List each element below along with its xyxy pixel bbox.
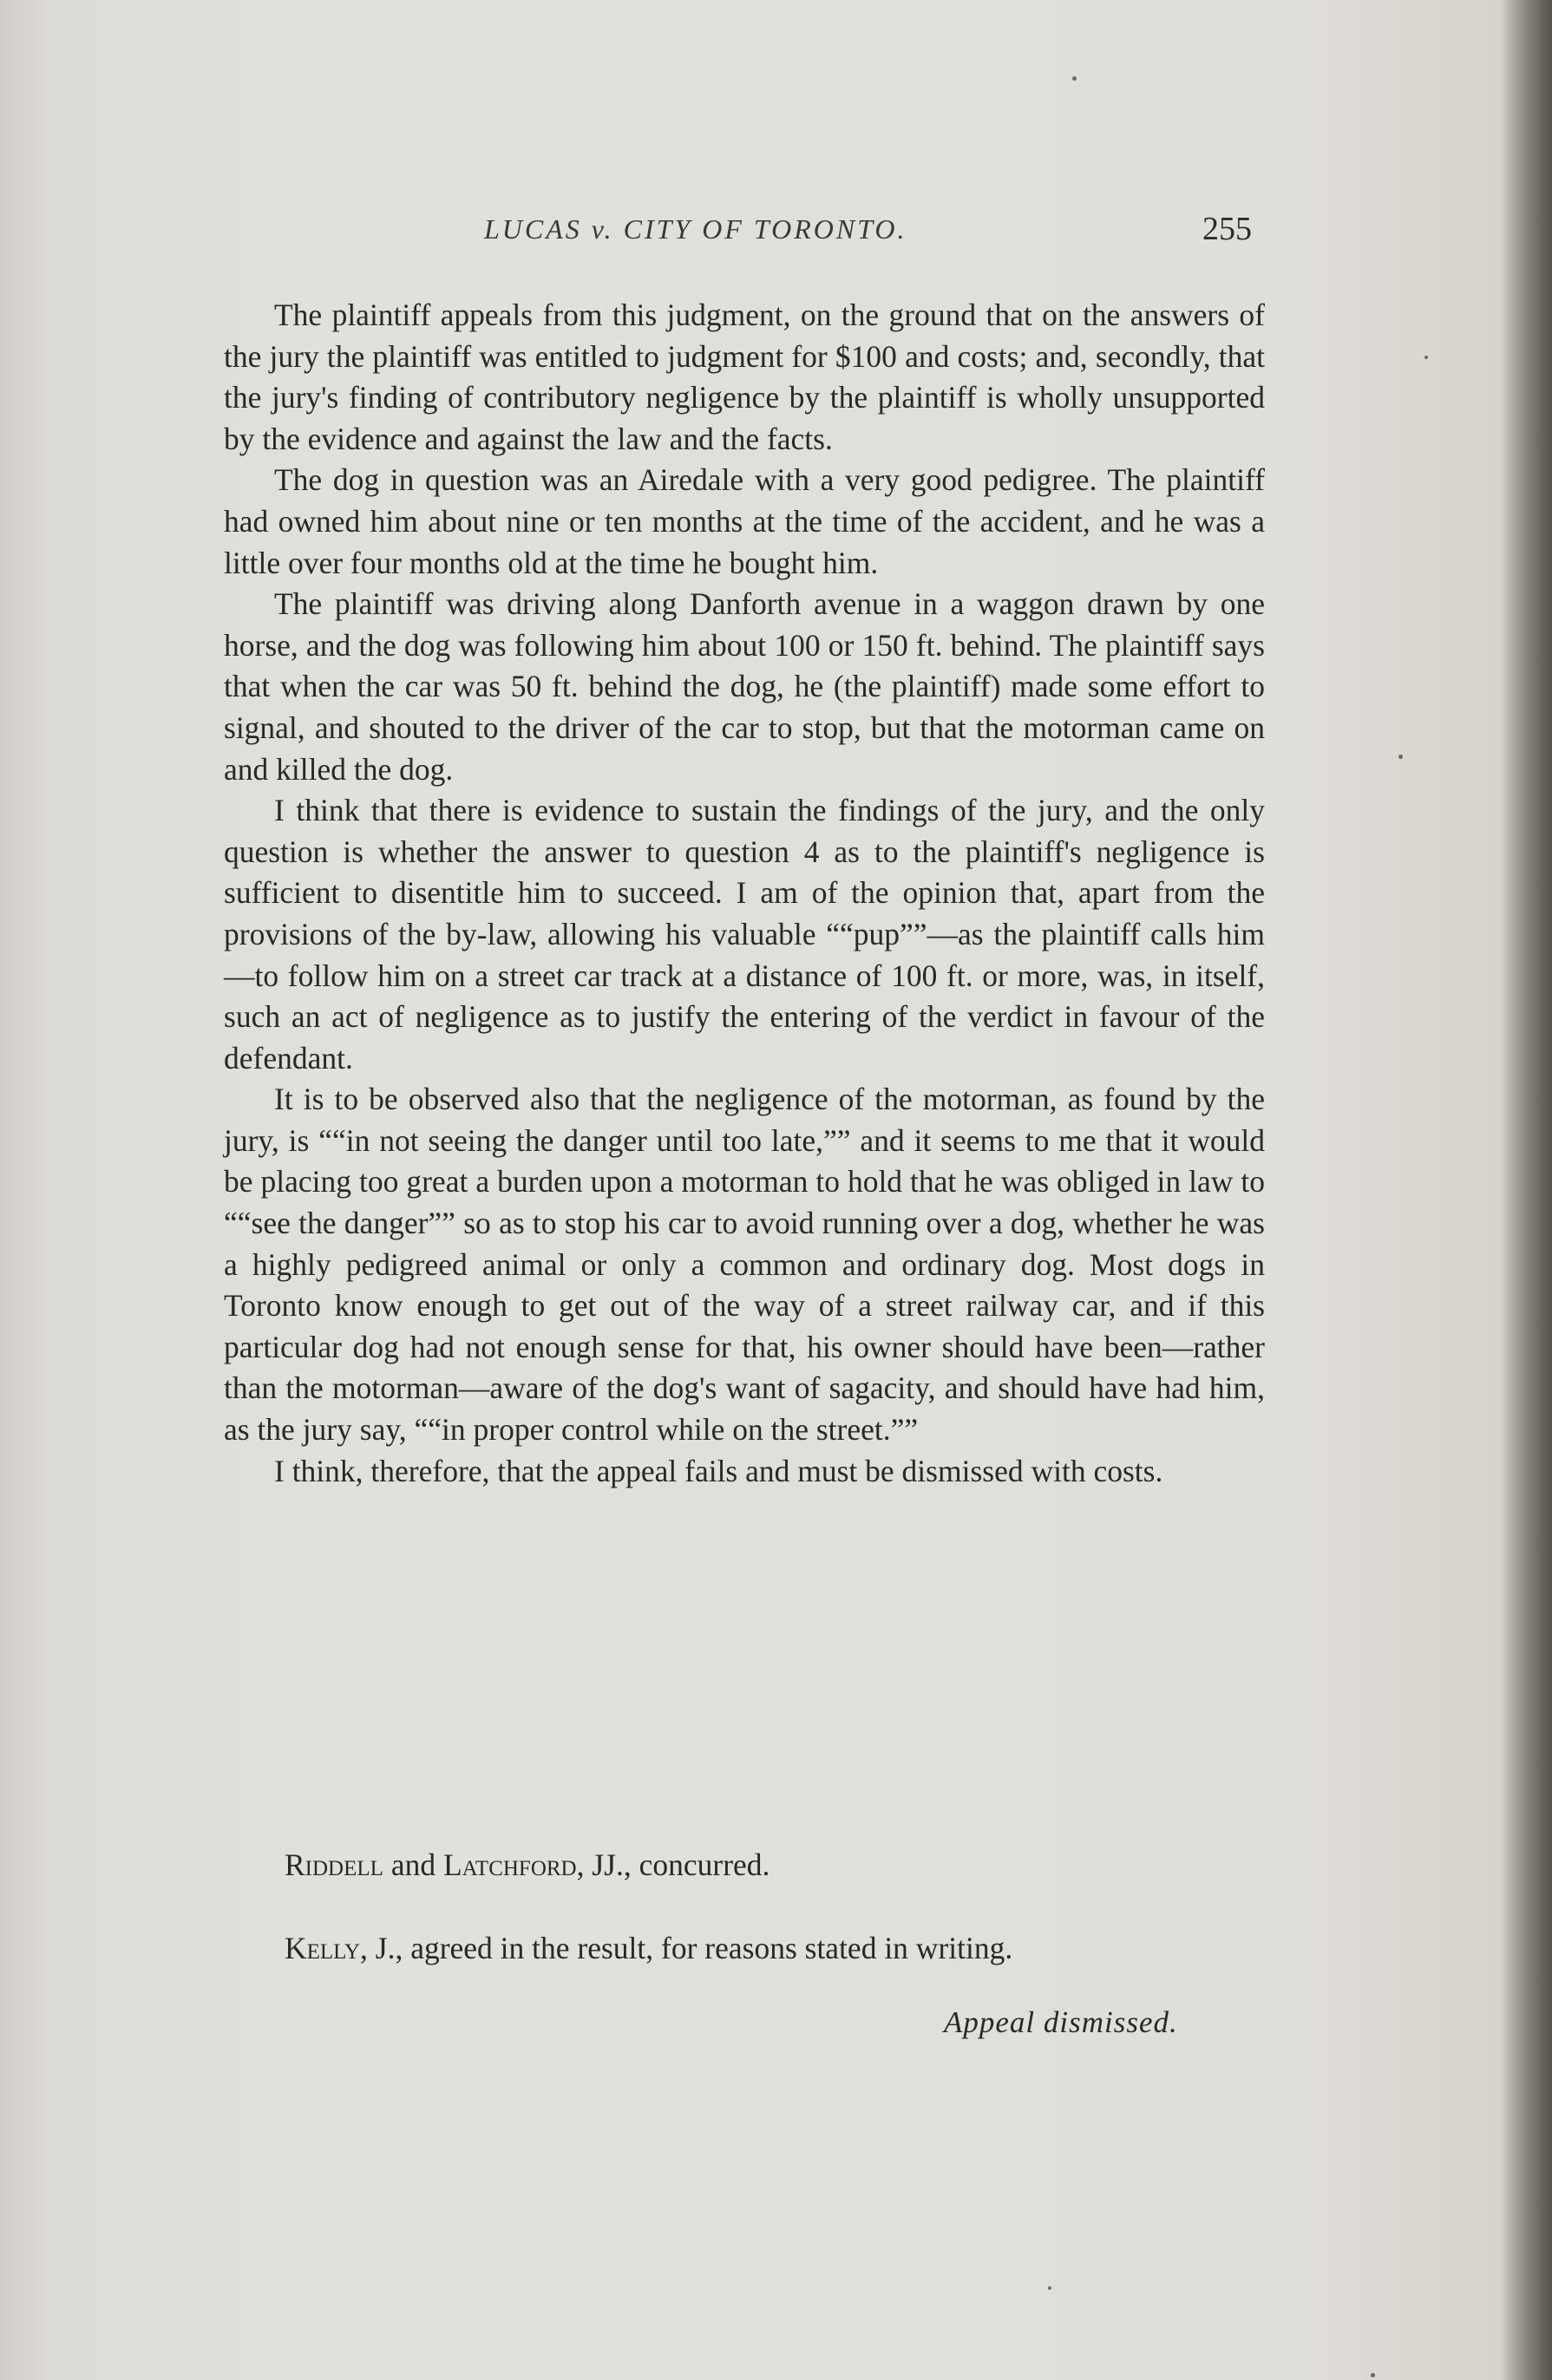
print-speck xyxy=(1398,755,1403,759)
paragraph-conclusion: I think, therefore, that the appeal fails and must be dismissed with costs. xyxy=(274,1453,1163,1488)
page-number: 255 xyxy=(1202,211,1252,247)
book-spine-shadow xyxy=(1500,0,1552,2380)
running-title: LUCAS v. CITY OF TORONTO. xyxy=(484,213,907,245)
paragraph-motorman-negligence: It is to be observed also that the negligence of the motorman, as found by the jury, is ““in not seeing the danger until too late,”” and it seems to me that it would be placing too great a burden upon a motorman to hold that he was obliged in law to ““see the danger”” so as to stop his car to avoid running over a dog, whether he was a highly pedigreed animal or only a common and ordinary dog. Most dogs in Toronto know enough to get out of the way of a street railway car, and if this particular dog had not enough sense for that, his owner should have been—rather than the motorman—aware of the dog's want of sagacity, and should have had him, as the jury say, ““in proper control while on the street.”” xyxy=(224,1082,1265,1448)
paragraph-jury-findings: I think that there is evidence to sustain the findings of the jury, and the only question is whether the answer to question 4 as to the plaintiff's negligence is sufficient to disentitle him to succeed. I am of the opinion that, apart from the provisions of the by-law, allowing his valuable ““pup””—as the plaintiff calls him—to follow him on a street car track at a distance of 100 ft. or more, was, in itself, such an act of negligence as to justify the entering of the verdict in favour of the defendant. xyxy=(224,793,1265,1076)
print-speck xyxy=(1072,76,1077,81)
paragraph-appeal-grounds: The plaintiff appeals from this judgment, on the ground that on the answers of the jury the plaintiff was entitled to judgment for $100 and costs; and, secondly, that the jury's finding of contributory negligence by the plaintiff is wholly unsupported by the evidence and against the law and the facts. xyxy=(224,298,1265,456)
judge-name-latchford: Latchford xyxy=(442,1847,577,1882)
print-speck xyxy=(1371,2373,1375,2377)
disposition: Appeal dismissed. xyxy=(944,2005,1178,2039)
paragraph-facts: The plaintiff was driving along Danforth avenue in a waggon drawn by one horse, and the dog was following him about 100 or 150 ft. behind. The plaintiff says that when the car was 50 ft. behind the dog, he (the plaintiff) made some effort to signal, and shouted to the driver of the car to stop, but that the motorman came on and killed the dog. xyxy=(224,586,1265,787)
paragraph-dog-description: The dog in question was an Airedale with a very good pedigree. The plaintiff had owned him about nine or ten months at the time of the accident, and he was a little over four months old at the time he bought him. xyxy=(224,462,1265,580)
concurrence-text: , JJ., concurred. xyxy=(576,1847,770,1882)
concurrence-and: and xyxy=(383,1847,443,1882)
judge-name-riddell: Riddell xyxy=(285,1847,383,1882)
running-head xyxy=(224,213,1265,253)
separate-opinion-text: , J., agreed in the result, for reasons stated in writing. xyxy=(360,1931,1013,1965)
print-speck xyxy=(1048,2286,1051,2290)
judgment-body xyxy=(224,295,1265,1492)
print-speck xyxy=(1424,356,1428,359)
judge-name-kelly: Kelly xyxy=(285,1931,361,1965)
concurrence-line xyxy=(285,1845,1265,1886)
separate-opinion-line xyxy=(285,1928,1265,1969)
